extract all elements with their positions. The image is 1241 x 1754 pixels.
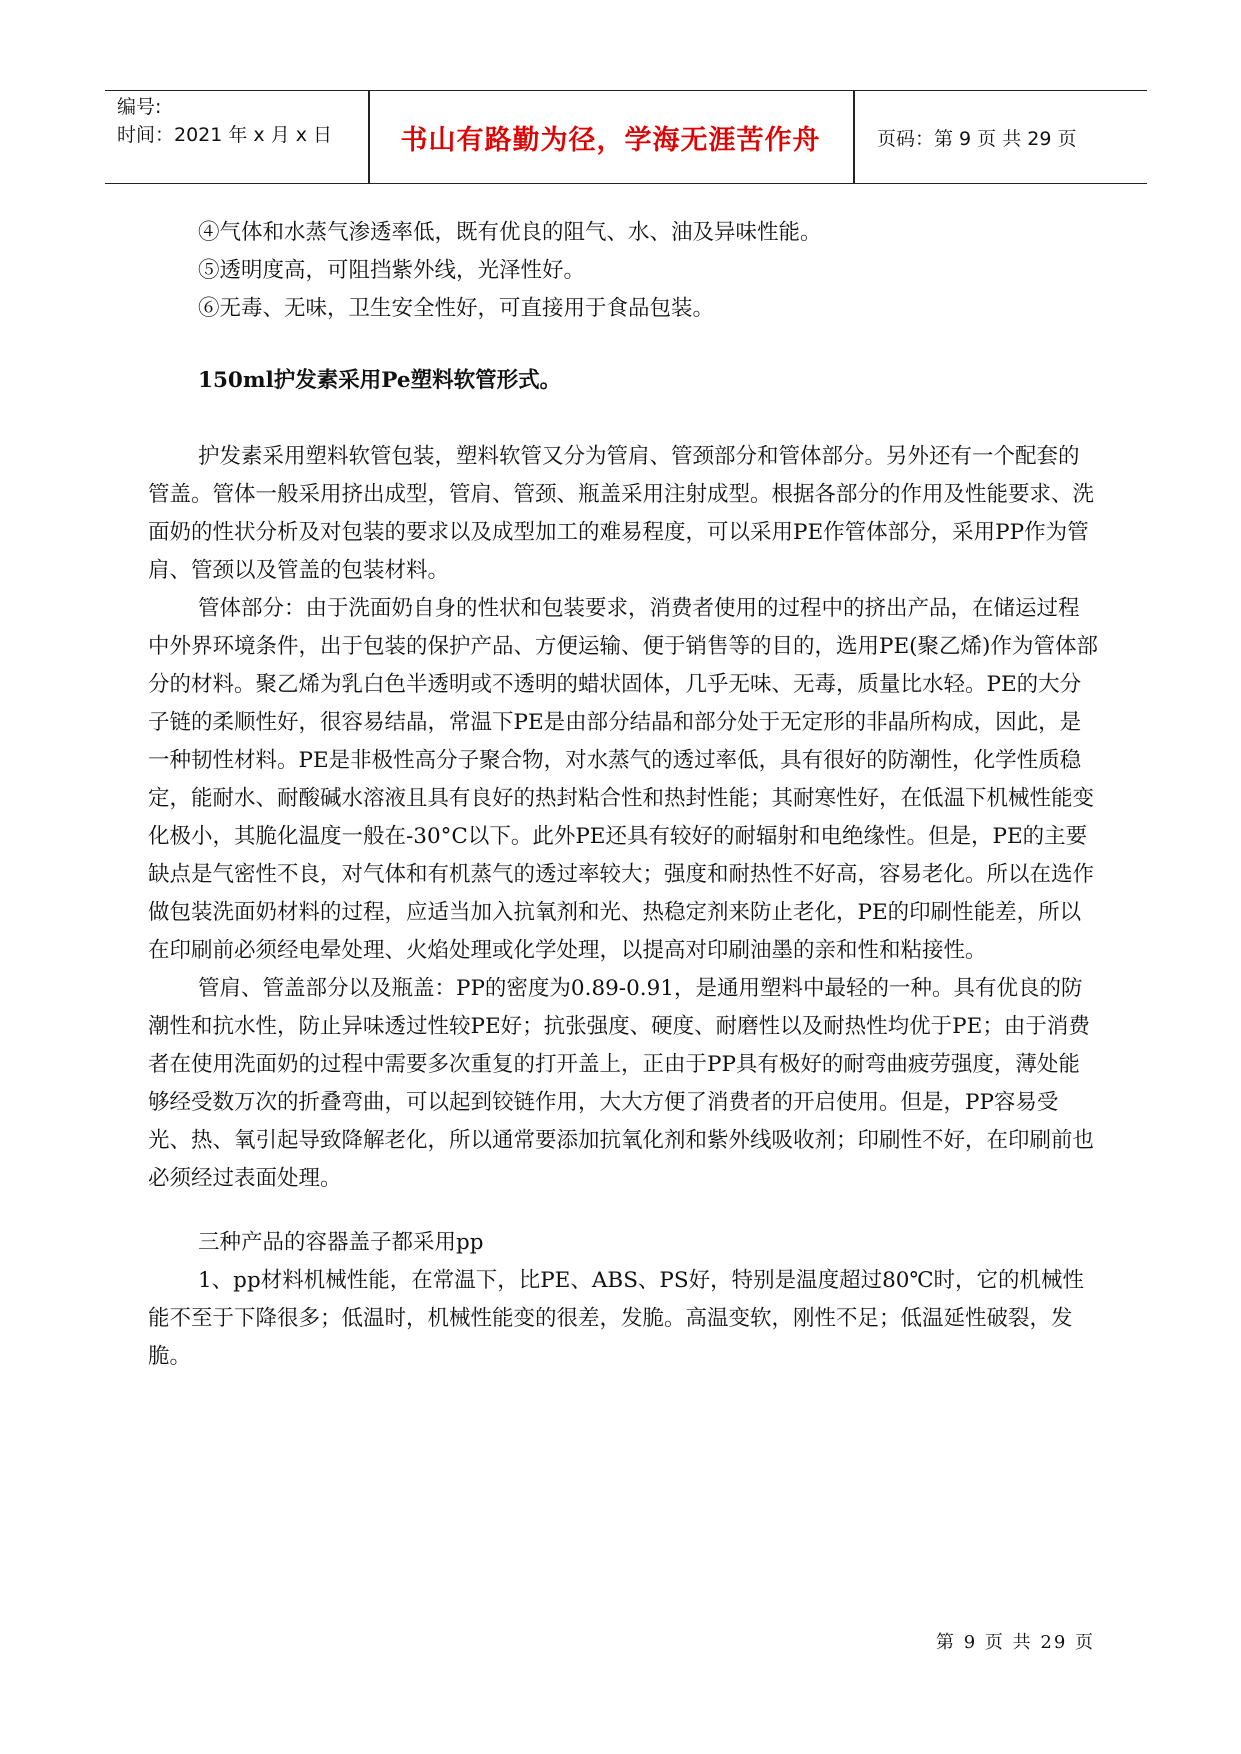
- header-motto: 书山有路勤为径，学海无涯苦作舟: [400, 124, 821, 156]
- header-divider: [853, 91, 855, 183]
- document-body: [148, 214, 1098, 1376]
- paragraph: 管体部分：由于洗面奶自身的性状和包装要求，消费者使用的过程中的挤出产品，在储运过程中外界环境条件，出于包装的保护产品、方便运输、便于销售等的目的，选用PE(聚乙烯)作为管体部分的材料。聚乙烯为乳白色半透明或不透明的蜡状固体，几乎无味、无毒，质量比水轻。PE的大分子链的柔顺性好，很容易结晶，常温下PE是由部分结晶和部分处于无定形的非晶所构成，因此，是一种韧性材料。PE是非极性高分子聚合物，对水蒸气的透过率低，具有很好的防潮性，化学性质稳定，能耐水、耐酸碱水溶液且具有良好的热封粘合性和热封性能；其耐寒性好，在低温下机械性能变化极小，其脆化温度一般在-30°C以下。此外PE还具有较好的耐辐射和电绝缘性。但是，PE的主要缺点是气密性不良，对气体和有机蒸气的透过率较大；强度和耐热性不好高，容易老化。所以在选作做包装洗面奶材料的过程，应适当加入抗氧剂和光、热稳定剂来防止老化，PE的印刷性能差，所以在印刷前必须经电晕处理、火焰处理或化学处理，以提高对印刷油墨的亲和性和粘接性。: [148, 596, 1098, 963]
- header-info: [117, 93, 362, 149]
- page-header: [105, 90, 1147, 184]
- number-label: 编号:: [117, 96, 162, 118]
- list-item: ⑤透明度高，可阻挡紫外线，光泽性好。: [198, 258, 586, 283]
- list-item: ⑥无毒、无味，卫生安全性好，可直接用于食品包装。: [198, 296, 715, 321]
- time-label: 时间：2021 年 x 月 x 日: [117, 124, 333, 146]
- list-item: ④气体和水蒸气渗透率低，既有优良的阻气、水、油及异味性能。: [198, 220, 822, 245]
- section-title: 三种产品的容器盖子都采用pp: [198, 1230, 484, 1255]
- paragraph: 护发素采用塑料软管包装，塑料软管又分为管肩、管颈部分和管体部分。另外还有一个配套的管盖。管体一般采用挤出成型，管肩、管颈、瓶盖采用注射成型。根据各部分的作用及性能要求、洗面奶的性状分析及对包装的要求以及成型加工的难易程度，可以采用PE作管体部分，采用PP作为管肩、管颈以及管盖的包装材料。: [148, 444, 1095, 583]
- header-page-number: 页码：第 9 页 共 29 页: [877, 127, 1077, 150]
- section-heading: 150ml护发素采用Pe塑料软管形式。: [198, 368, 562, 393]
- page-footer: 第 9 页 共 29 页: [936, 1632, 1095, 1653]
- paragraph: 管肩、管盖部分以及瓶盖：PP的密度为0.89-0.91，是通用塑料中最轻的一种。具有优良的防潮性和抗水性，防止异味透过性较PE好；抗张强度、硬度、耐磨性以及耐热性均优于PE；由于消费者在使用洗面奶的过程中需要多次重复的打开盖上，正由于PP具有极好的耐弯曲疲劳强度，薄处能够经受数万次的折叠弯曲，可以起到铰链作用，大大方便了消费者的开启使用。但是，PP容易受光、热、氧引起导致降解老化，所以通常要添加抗氧化剂和紫外线吸收剂；印刷性不好，在印刷前也必须经过表面处理。: [148, 976, 1095, 1191]
- paragraph: 1、pp材料机械性能，在常温下，比PE、ABS、PS好，特别是温度超过80℃时，它的机械性能不至于下降很多；低温时，机械性能变的很差，发脆。高温变软，刚性不足；低温延性破裂，发脆。: [148, 1268, 1085, 1369]
- spacer: [148, 1198, 1098, 1224]
